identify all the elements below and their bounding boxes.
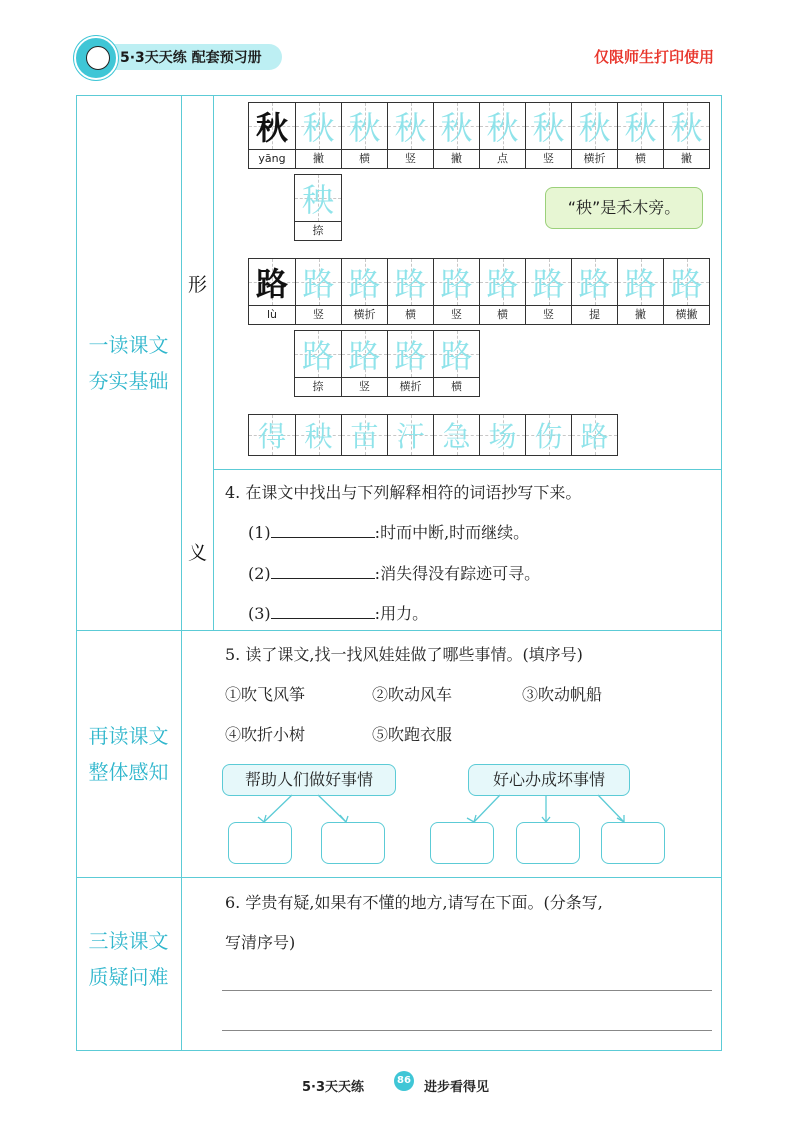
trace-char: 秋 (440, 109, 473, 147)
answer-box[interactable] (601, 822, 665, 864)
answer-box[interactable] (321, 822, 385, 864)
trace-char: 路 (394, 337, 427, 375)
section-first-label: 一读课文 夯实基础 (88, 333, 169, 393)
trace-char: 路 (578, 265, 611, 303)
trace-char: 路 (670, 265, 703, 303)
stroke-label: 提 (572, 305, 617, 324)
stroke-label: 竖 (434, 305, 479, 324)
stroke-label: 撇 (664, 149, 709, 168)
trace-char: 秧 (304, 420, 333, 453)
tag-bad-results: 好心办成坏事情 (468, 764, 630, 796)
trace-char: 秧 (301, 181, 334, 219)
answer-box[interactable] (516, 822, 580, 864)
trace-char: 路 (348, 337, 381, 375)
q4-item-2: (2) :消失得没有踪迹可寻。 (248, 564, 541, 583)
meaning-label: 义 (188, 542, 208, 564)
stroke-label: 横 (434, 377, 479, 396)
trace-char: 路 (532, 265, 565, 303)
stroke-label: 横撇 (664, 305, 709, 324)
trace-char: 秋 (670, 109, 703, 147)
stroke-label: 竖 (296, 305, 341, 324)
trace-char: 路 (348, 265, 381, 303)
trace-char: 急 (442, 420, 471, 453)
trace-char: 路 (440, 265, 473, 303)
q5-prompt: 5. 读了课文,找一找风娃娃做了哪些事情。(填序号) (225, 645, 583, 664)
writing-line[interactable] (222, 990, 712, 991)
stroke-label: 撇 (296, 149, 341, 168)
form-label: 形 (188, 274, 208, 296)
stroke-label: 横折 (572, 149, 617, 168)
trace-char: 得 (257, 420, 286, 453)
q5-option-2: ②吹动风车 (372, 685, 453, 704)
trace-char: 秋 (302, 109, 335, 147)
arrow-icon (598, 795, 624, 822)
trace-char: 路 (440, 337, 473, 375)
stroke-label: 横 (618, 149, 663, 168)
stroke-label: 横 (480, 305, 525, 324)
trace-char: 秋 (532, 109, 565, 147)
writing-line[interactable] (222, 1030, 712, 1031)
footer-slogan: 进步看得见 (424, 1080, 490, 1095)
q6-prompt-line1: 6. 学贵有疑,如果有不懂的地方,请写在下面。(分条写, (225, 893, 603, 912)
section-second-label: 再读课文 整体感知 (88, 724, 169, 784)
trace-char: 伤 (534, 420, 563, 453)
arrow-icon (264, 795, 292, 822)
section-third-label: 三读课文 质疑问难 (88, 929, 169, 989)
stroke-label: 竖 (388, 149, 433, 168)
q4-prompt: 4. 在课文中找出与下列解释相符的词语抄写下来。 (225, 483, 582, 502)
tag-good-deeds: 帮助人们做好事情 (222, 764, 396, 796)
stroke-label: 横 (342, 149, 387, 168)
trace-char: 场 (488, 420, 517, 453)
stroke-label: 竖 (342, 377, 387, 396)
pinyin-label: lù (249, 305, 295, 324)
stroke-label: 撇 (434, 149, 479, 168)
trace-char: 秋 (394, 109, 427, 147)
trace-char: 秋 (348, 109, 381, 147)
answer-box[interactable] (430, 822, 494, 864)
arrow-icon (474, 795, 500, 822)
trace-char: 秋 (486, 109, 519, 147)
q6-prompt-line2: 写清序号) (225, 933, 296, 952)
trace-char: 秋 (578, 109, 611, 147)
stroke-label: 捺 (295, 221, 341, 240)
q5-option-5: ⑤吹跑衣服 (372, 725, 453, 744)
trace-char: 秋 (624, 109, 657, 147)
trace-char: 路 (486, 265, 519, 303)
trace-char: 路 (302, 265, 335, 303)
page-number: 86 (394, 1071, 414, 1091)
stroke-label: 捺 (295, 377, 341, 396)
radical-tip: “秧”是禾木旁。 (545, 187, 703, 229)
series-title: 5·3天天练 配套预习册 (120, 50, 262, 66)
footer-series: 5·3天天练 (302, 1080, 365, 1095)
stroke-label: 竖 (526, 149, 571, 168)
stroke-label: 撇 (618, 305, 663, 324)
q5-option-4: ④吹折小树 (225, 725, 306, 744)
q5-option-3: ③吹动帆船 (522, 685, 603, 704)
trace-char: 路 (624, 265, 657, 303)
stroke-label: 横 (388, 305, 433, 324)
stroke-label: 竖 (526, 305, 571, 324)
model-char: 路 (255, 265, 288, 303)
pinyin-label: yāng (249, 149, 295, 168)
trace-char: 路 (580, 420, 609, 453)
trace-char: 苗 (350, 420, 379, 453)
q4-item-3: (3) :用力。 (248, 604, 429, 623)
stroke-label: 横折 (388, 377, 433, 396)
trace-char: 汗 (396, 420, 425, 453)
q5-option-1: ①吹飞风筝 (225, 685, 306, 704)
answer-box[interactable] (228, 822, 292, 864)
stroke-label: 横折 (342, 305, 387, 324)
stroke-label: 点 (480, 149, 525, 168)
model-char: 秋 (255, 109, 288, 147)
print-notice: 仅限师生打印使用 (594, 48, 715, 66)
q4-item-1: (1) :时而中断,时而继续。 (248, 523, 530, 542)
trace-char: 路 (301, 337, 334, 375)
trace-char: 路 (394, 265, 427, 303)
